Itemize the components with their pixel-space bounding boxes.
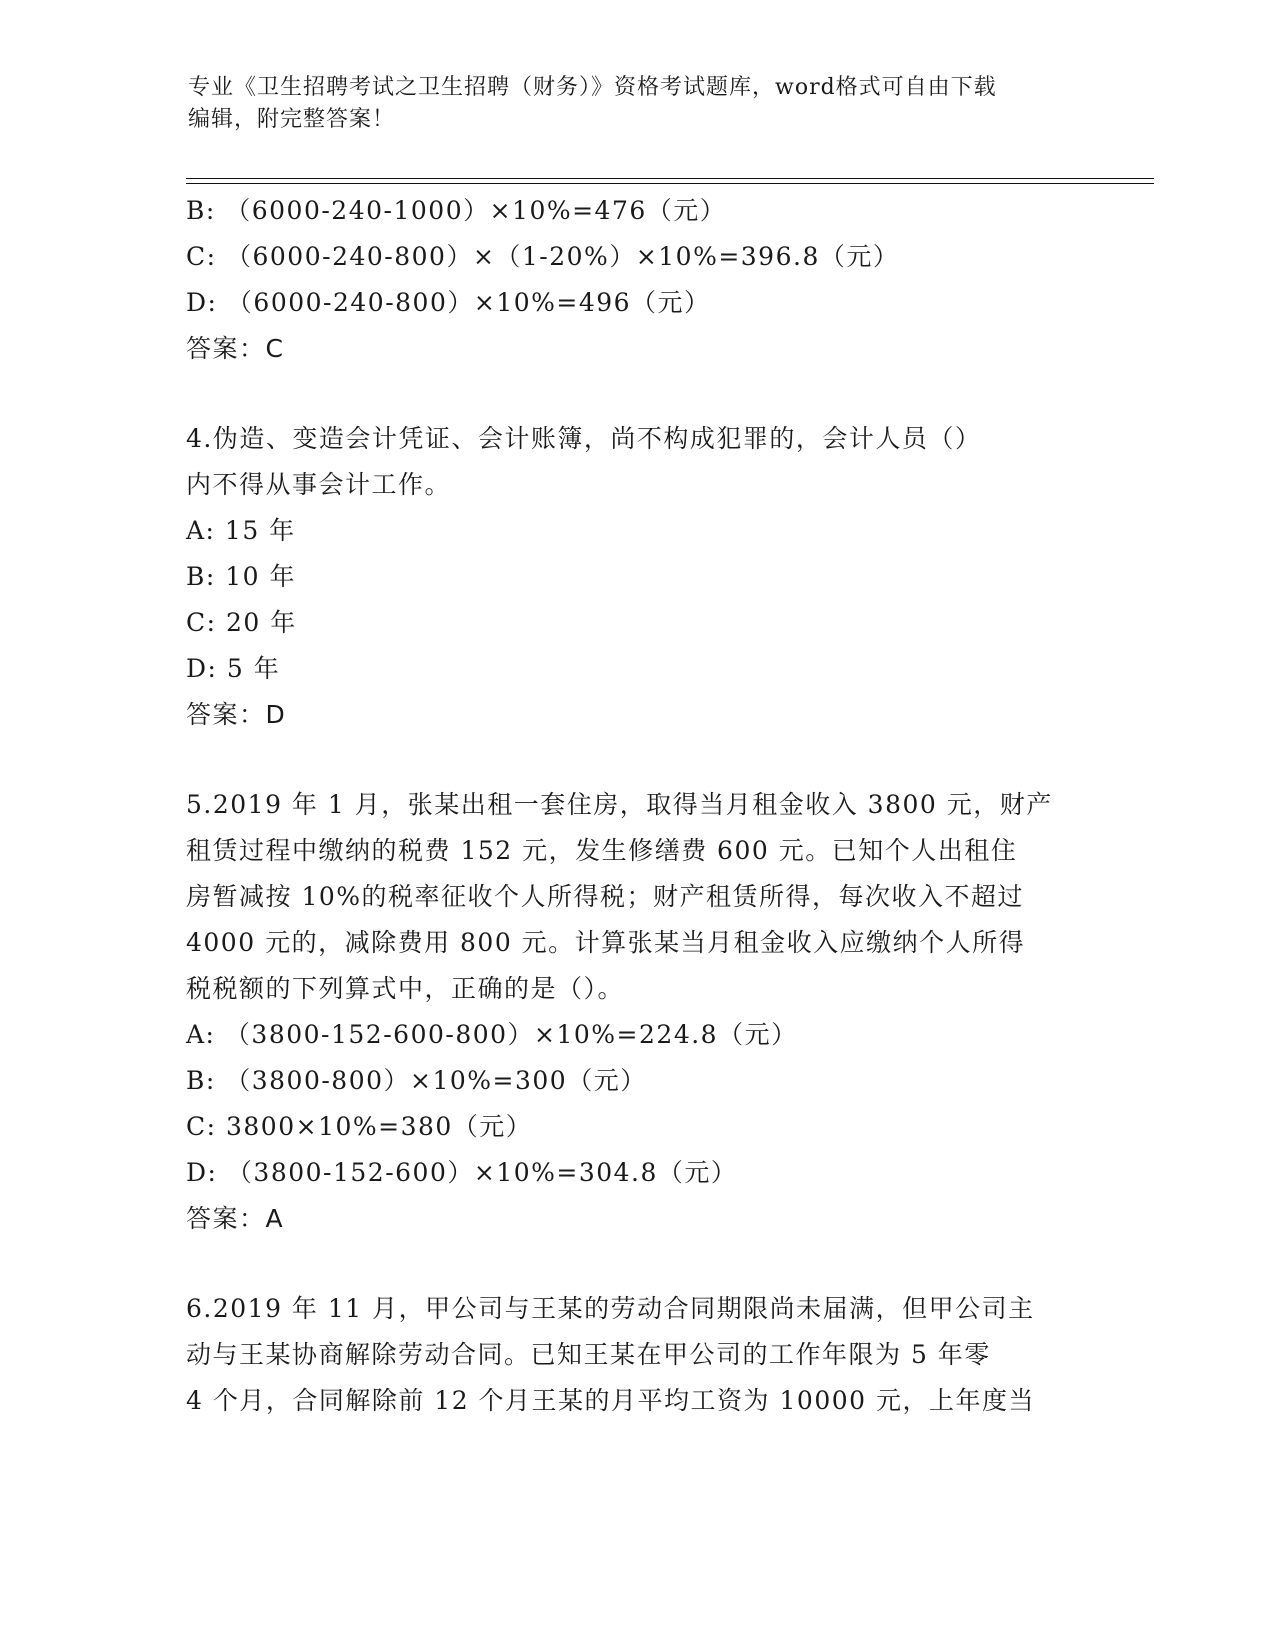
q4-stem-line: 内不得从事会计工作。 <box>186 470 452 499</box>
q4-option-d: D: 5 年 <box>186 654 281 683</box>
spacer <box>186 372 1086 416</box>
q5-stem-line: 房暂减按 10%的税率征收个人所得税；财产租赁所得，每次收入不超过 <box>186 882 1025 911</box>
q3-option-c: C: （6000-240-800）×（1-20%）×10%=396.8（元） <box>186 242 900 271</box>
q5-stem-line: 4000 元的，减除费用 800 元。计算张某当月租金收入应缴纳个人所得 <box>186 928 1026 957</box>
header-line-2: 编辑，附完整答案！ <box>188 107 396 132</box>
q3-answer: 答案：C <box>186 334 285 363</box>
q5-option-b: B: （3800-800）×10%=300（元） <box>186 1066 647 1095</box>
question-4 <box>186 416 1086 738</box>
q3-option-d: D: （6000-240-800）×10%=496（元） <box>186 288 711 317</box>
header-rule-bottom <box>186 183 1154 184</box>
q5-option-a: A: （3800-152-600-800）×10%=224.8（元） <box>186 1020 798 1049</box>
q4-option-c: C: 20 年 <box>186 608 297 637</box>
q6-stem-line: 6.2019 年 11 月，甲公司与王某的劳动合同期限尚未届满，但甲公司主 <box>186 1294 1035 1323</box>
question-5 <box>186 782 1086 1242</box>
q5-option-d: D: （3800-152-600）×10%=304.8（元） <box>186 1158 738 1187</box>
q6-stem-line: 动与王某协商解除劳动合同。已知王某在甲公司的工作年限为 5 年零 <box>186 1340 991 1369</box>
q3-option-b: B: （6000-240-1000）×10%=476（元） <box>186 196 727 225</box>
spacer <box>186 1242 1086 1286</box>
spacer <box>186 738 1086 782</box>
question-content <box>186 188 1086 1424</box>
q5-answer: 答案：A <box>186 1204 285 1233</box>
q5-option-c: C: 3800×10%=380（元） <box>186 1112 533 1141</box>
q4-option-b: B: 10 年 <box>186 562 296 591</box>
document-header <box>188 72 1088 136</box>
q4-option-a: A: 15 年 <box>186 516 296 545</box>
question-3 <box>186 188 1086 372</box>
header-rule-top <box>186 178 1154 179</box>
q5-stem-line: 5.2019 年 1 月，张某出租一套住房，取得当月租金收入 3800 元，财产 <box>186 790 1053 819</box>
header-line-1: 专业《卫生招聘考试之卫生招聘（财务）》资格考试题库，word格式可自由下载 <box>188 75 997 100</box>
question-6 <box>186 1286 1086 1424</box>
q5-stem-line: 租赁过程中缴纳的税费 152 元，发生修缮费 600 元。已知个人出租住 <box>186 836 1018 865</box>
q4-stem-line: 4.伪造、变造会计凭证、会计账簿，尚不构成犯罪的，会计人员（） <box>186 424 982 453</box>
q4-answer: 答案：D <box>186 700 287 729</box>
q5-stem-line: 税税额的下列算式中，正确的是（）。 <box>186 974 625 1003</box>
q6-stem-line: 4 个月，合同解除前 12 个月王某的月平均工资为 10000 元，上年度当 <box>186 1386 1035 1415</box>
